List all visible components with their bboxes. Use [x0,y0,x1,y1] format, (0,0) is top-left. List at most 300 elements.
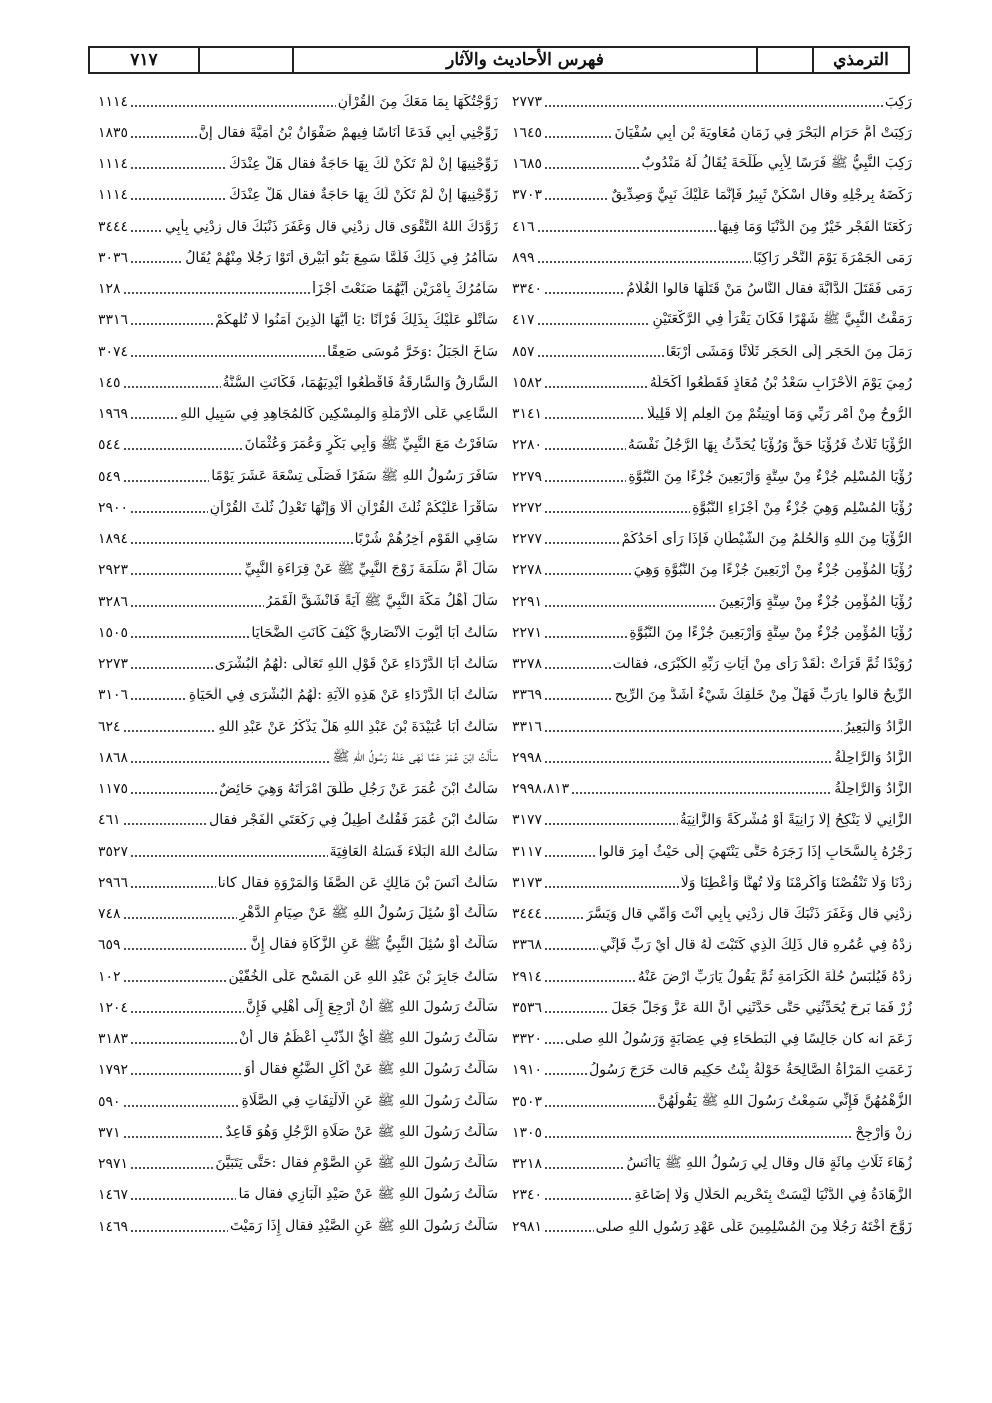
leader-dots [537,251,752,265]
entry-number: ٨٥٧ [512,343,535,360]
leader-dots [123,282,311,296]
book-title: الترمذي [812,48,908,72]
entry-number: ٢٣٤٠ [512,1187,543,1204]
entry-text: سَأَلْتُ أَبَا الدَّرْدَاءِ عَنْ هَذِهِ الْآيَةِ :لَهُمُ الْبُشْرَى فِي الْحَيَاةِ [188,687,498,704]
leader-dots [123,376,221,390]
index-entry [98,274,498,305]
index-entry [512,617,912,648]
index-entry [98,242,498,273]
entry-text: الزُّهْمُهُنَّ فَإِنِّي سَمِعْتُ رَسُولَ اللهِ ﷺ يَقُولُهُنَّ [657,1092,912,1109]
leader-dots [130,1157,213,1171]
leader-dots [130,563,242,577]
index-entry [98,430,498,461]
entry-number: ٣١٨٣ [98,1031,129,1048]
entry-text: سَأَأْمُرُ فِي ذَلِكَ فَلَمَّا سَمِعَ بَنُو أُبَيْرِقٍ أَتَوْا رَجُلًا مِنْهُمْ يُقَالُ [185,249,498,266]
leader-dots [130,407,178,421]
index-entry [98,524,498,555]
page-title: فهرس الأحاديث والآثار [446,50,604,70]
entry-number: ٣٤٤٤ [512,906,543,923]
index-entry [512,86,912,117]
entry-number: ١٤٦٧ [98,1187,129,1204]
entry-text: سَأَقْرَأُ عَلَيْكُمْ ثُلُثَ الْقُرْآنِ أَلَا وَإِنَّهَا تَعْدِلُ ثُلُثَ الْقُرْآنِ [209,499,498,516]
entry-text: زَوِّجْنِيهَا إِنْ لَمْ تَكُنْ لَكَ بِهَا حَاجَةٌ فقال هَلْ عِنْدَكَ [229,156,498,173]
entry-number: ١٢٨ [98,281,121,298]
leader-dots [123,720,217,734]
index-entry [512,1180,912,1211]
index-entry [98,367,498,398]
leader-dots [544,501,690,515]
entry-number: ٣٠٧٤ [98,343,129,360]
leader-dots [130,251,183,265]
index-entry [512,930,912,961]
entry-number: ٣٥٣٦ [512,999,543,1016]
index-entry [98,805,498,836]
index-entry [512,430,912,461]
entry-number: ٢٢٨٠ [512,437,543,454]
page-header [88,46,910,74]
entry-number: ٢٢٩١ [512,593,543,610]
index-entry [512,586,912,617]
entry-text: زَجْرُهُ بِالسَّحَابِ إِذَا زَجَرَهُ حَتَّى يَنْتَهِيَ إِلَى حَيْثُ أُمِرَ قالوا [598,843,912,860]
index-entry [512,742,912,773]
leader-dots [130,313,213,327]
entry-number: ١٣٠٥ [512,1124,543,1141]
index-entry [512,180,912,211]
entry-number: ٦٥٩ [98,937,121,954]
entry-number: ٤١٦ [512,218,535,235]
index-entry [98,649,498,680]
index-entry [512,961,912,992]
entry-number: ١٨٦٨ [98,749,129,766]
entry-number: ٢٢٧٩ [512,468,543,485]
entry-number: ٣٣٤٠ [512,281,543,298]
entry-number: ١٩٦٩ [98,406,129,423]
leader-dots [544,813,678,827]
entry-number: ٨٩٩ [512,249,535,266]
leader-dots [130,626,249,640]
entry-number: ٣٢١٨ [512,1156,543,1173]
index-entry [512,461,912,492]
index-entry [512,274,912,305]
entry-number: ٣٧٠٣ [512,187,543,204]
entry-text: سَأَلْتُ أَبَا أَيُّوبَ الْأَنْصَارِيَّ كَيْفَ كَانَتِ الضَّحَايَا [251,624,498,641]
entry-text: رَمَى فَقَتَلَ الدَّابَّةَ فقال النَّاسُ مَنْ قَتَلَهَا قالوا الْغُلَامُ [626,281,912,298]
index-entry [512,680,912,711]
entry-number: ٣١١٧ [512,843,543,860]
entry-number: ١١١٤ [98,156,129,173]
leader-dots [123,938,249,952]
entry-number: ١٤٥ [98,374,121,391]
entry-number: ٣١٤١ [512,406,543,423]
leader-dots [544,282,624,296]
entry-text: رُؤْيَا الْمُؤْمِنِ جُزْءٌ مِنْ سِتَّةٍ وَأَرْبَعِينَ جُزْءًا مِنَ النُّبُوَّةِ [629,624,912,641]
entry-text: سَأَلْتُ جَابِرَ بْنَ عَبْدِ اللهِ عَنِ الْمَسْحِ عَلَى الْخُفَّيْنِ [228,968,498,985]
index-entry [512,305,912,336]
index-entry [98,586,498,617]
entry-text: زُرْ فَمَا بَرِحَ يُحَدِّثُنِي حَتَّى حَدَّثَنِي أَنَّ اللهَ عَزَّ وَجَلَّ جَعَلَ [611,999,912,1016]
entry-number: ١٥٠٥ [98,624,129,641]
entry-text: السَّاعِي عَلَى الْأَرْمَلَةِ وَالْمِسْكِينِ كَالْمُجَاهِدِ فِي سَبِيلِ اللهِ [180,406,498,423]
entry-number: ١٥٨٢ [512,374,543,391]
index-entry [512,774,912,805]
entry-number: ١١٧٥ [98,781,129,798]
index-entry [512,836,912,867]
index-entry [512,711,912,742]
entry-text: سَأَلْتُ ابْنَ عُمَرَ عَنْ رَجُلٍ طَلَّقَ امْرَأَتَهُ وَهِيَ حَائِضٌ [219,781,498,798]
entry-number: ٢٩٠٠ [98,499,129,516]
entry-text: الرُّوحُ مِنْ أَمْرِ رَبِّي وَمَا أُوتِيتُمْ مِنَ الْعِلْمِ إِلَّا قَلِيلًا [647,406,912,423]
leader-dots [544,720,842,734]
entry-text: رَكَضَهُ بِرِجْلِهِ وقال اسْكُنْ ثَبِيرُ فَإِنَّمَا عَلَيْكَ نَبِيٌّ وَصِدِّيقٌ [611,187,912,204]
entry-text: سَافَرْتُ مَعَ النَّبِيِّ ﷺ وَأَبِي بَكْرٍ وَعُمَرَ وَعُثْمَانَ [244,436,498,453]
index-entry [512,211,912,242]
leader-dots [544,438,626,452]
entry-number: ٣١٧٣ [512,874,543,891]
entry-number: ٢٢٧٢ [512,499,543,516]
entry-number: ٣٤٤٤ [98,218,129,235]
entry-text: سَأَلْتُ رَسُولَ اللهِ ﷺ عَنِ الْالْتِفَاتِ فِي الصَّلَاةِ [241,1092,498,1109]
leader-dots [130,532,352,546]
leader-dots [130,845,328,859]
entry-number: ٣٧١ [98,1124,121,1141]
index-entry [512,992,912,1023]
index-entry [98,1086,498,1117]
entry-text: رُؤْيَا الْمُسْلِمِ وَهِيَ جُزْءٌ مِنْ أَجْزَاءِ النُّبُوَّةِ [692,499,912,516]
leader-dots [544,1095,655,1109]
leader-dots [130,595,263,609]
entry-text: زِدْنَا وَلَا تَنْقُصْنَا وَأَكْرِمْنَا وَلَا تُهِنَّا وَأَعْطِنَا وَلَا [680,874,912,891]
entry-text: سَأَلْتُ أَبَا عُبَيْدَةَ بْنَ عَبْدِ اللهِ هَلْ يَذْكُرُ عَنْ عَبْدِ اللهِ [218,718,498,735]
index-entry [512,1211,912,1242]
leader-dots [130,782,217,796]
leader-dots [130,1032,237,1046]
leader-dots [123,813,208,827]
entry-number: ٥٩٠ [98,1093,121,1110]
index-entry [98,149,498,180]
leader-dots [544,751,832,765]
left-column [98,86,498,1242]
leader-dots [123,1095,240,1109]
entry-text: رُؤْيَا الْمُسْلِمِ جُزْءٌ مِنْ سِتَّةٍ وَأَرْبَعِينَ جُزْءًا مِنَ النُّبُوَّةِ [628,468,912,485]
leader-dots [544,532,620,546]
leader-dots [544,95,883,109]
entry-text: زَوِّجْنِي أَبِي فَدَعَا أُنَاسًا فِيهِمْ صَفْوَانُ بْنُ أُمَيَّةَ فقال إِنَّ [198,124,498,141]
entry-number: ٢٩٧١ [98,1156,129,1173]
entry-text: رَكْعَتَا الْفَجْرِ خَيْرٌ مِنَ الدُّنْيَا وَمَا فِيهَا [717,218,912,235]
entry-text: سَأَلْتُ أَنَسَ بْنَ مَالِكٍ عَنِ الصَّفَا وَالْمَرْوَةِ فقال كانا [217,874,498,891]
index-entry [512,1149,912,1180]
leader-dots [544,157,639,171]
entry-text: سَأَلَ أَهْلُ مَكَّةَ النَّبِيَّ ﷺ آيَةً فَانْشَقَّ الْقَمَرُ [265,592,498,609]
leader-dots [130,657,213,671]
index-entry [98,211,498,242]
index-entry [512,149,912,180]
index-entry [98,961,498,992]
entry-text: زَوَّجَ أُخْتَهُ رَجُلًا مِنَ الْمُسْلِمِينَ عَلَى عَهْدِ رَسُولِ اللهِ صلى [595,1218,912,1235]
entry-text: رَمَقْتُ النَّبِيَّ ﷺ شَهْرًا فَكَانَ يَقْرَأُ فِي الرَّكْعَتَيْنِ [652,311,912,328]
entry-number: ٢٩٦٦ [98,874,129,891]
entry-text: زَوَّجْتُكَهَا بِمَا مَعَكَ مِنَ الْقُرْآنِ [337,93,498,110]
leader-dots [544,407,645,421]
header-spacer-left [200,48,294,72]
index-entry [512,1024,912,1055]
leader-dots [544,626,627,640]
index-entry [98,305,498,336]
index-entry [98,774,498,805]
index-entry [98,1117,498,1148]
leader-dots [544,595,717,609]
page-number: ٧١٧ [90,48,200,72]
index-entry [512,555,912,586]
entry-text: سَأَلْتُ رَسُولَ اللهِ ﷺ أَنْ أَرْجِعَ إِلَى أَهْلِي فَإِنَّ [245,998,498,1015]
leader-dots [544,1188,632,1202]
index-entry [512,899,912,930]
entry-text: الرُّؤْيَا ثَلَاثٌ فَرُؤْيَا حَقٌّ وَرُؤْيَا يُحَدِّثُ بِهَا الرَّجُلُ نَفْسَهُ [627,437,912,454]
entry-text: سَاخَ الْجَبَلُ :وَخَرَّ مُوسَى صَعِقًا [327,343,498,360]
leader-dots [130,1220,228,1234]
index-entry [512,336,912,367]
entry-number: ٣٣١٦ [512,718,543,735]
index-entry [98,899,498,930]
leader-dots [544,470,626,484]
entry-number: ٢٢٧٨ [512,562,543,579]
leader-dots [123,907,238,921]
entry-text: الزَّادُ وَالرَّاحِلَةُ [834,749,912,766]
entry-text: زِدْهُ فِي عُمُرِهِ قال ذَلِكَ الَّذِي كَتَبْتَ لَهُ قال أَيْ رَبِّ فَإِنِّي [599,937,912,954]
entry-text: الرُّؤْيَا مِنَ اللهِ وَالْحُلْمُ مِنَ الشَّيْطَانِ فَإِذَا رَأَى أَحَدُكُمْ [621,531,912,548]
entry-text: زَوِّجْنِيهَا إِنْ لَمْ تَكُنْ لَكَ بِهَا حَاجَةٌ فقال هَلْ عِنْدَكَ [229,187,498,204]
entry-number: ١٧٩٢ [98,1062,129,1079]
leader-dots [130,1188,236,1202]
leader-dots [123,438,243,452]
entry-number: ٥٤٤ [98,437,121,454]
entry-number: ٣٣١٦ [98,312,129,329]
index-entry [512,242,912,273]
entry-number: ٣٣٢٠ [512,1031,543,1048]
entry-text: سَأَلْتُ أَبَا الدَّرْدَاءِ عَنْ قَوْلِ اللهِ تَعَالَى :لَهُمُ الْبُشْرَى [214,656,498,673]
index-entry [98,711,498,742]
entry-text: سَأَلْتُ رَسُولَ اللهِ ﷺ عَنْ صَيْدِ الْبَازِي فقال مَا [238,1186,498,1203]
index-entry [512,117,912,148]
index-entry [98,930,498,961]
entry-number: ١٩١٠ [512,1062,543,1079]
entry-number: ٢٢٧٣ [98,656,129,673]
entry-text: زِدْهُ فَيُلْبَسُ حُلَّةَ الْكَرَامَةِ ثُمَّ يَقُولُ يَارَبِّ ارْضَ عَنْهُ [637,968,912,985]
index-entry [512,492,912,523]
entry-text: زِنْ وَأَرْجِحْ [855,1124,912,1141]
leader-dots [123,1126,224,1140]
entry-text: زِدْنِي قال وَغَفَرَ ذَنْبَكَ قال زِدْنِي بِأَبِي أَنْتَ وَأُمِّي قال وَيَسَّرَ [585,906,912,923]
leader-dots [544,657,611,671]
entry-number: ٢٢٧١ [512,624,543,641]
leader-dots [130,126,197,140]
leader-dots [130,95,336,109]
entry-text: الزَّادُ وَالرَّاحِلَةُ [834,781,912,798]
entry-number: ٥٤٩ [98,468,121,485]
leader-dots [130,1001,244,1015]
index-entry [98,836,498,867]
entry-text: سَأَلْتُ رَسُولَ اللهِ ﷺ عَنِ الصَّوْمِ فقال :حَتَّى يَتَبَيَّنَ [215,1155,498,1172]
entry-number: ٣٠٣٦ [98,249,129,266]
entry-text: سَأَلْتُ رَسُولَ اللهِ ﷺ أَيُّ الذَّنْبِ أَعْظَمُ قال أَنْ [238,1030,498,1047]
entry-text: سَأَتْلُو عَلَيْكَ بِذَلِكَ قُرْآنًا :يَا أَيُّهَا الَّذِينَ آمَنُوا لَا تُلْهِكُمْ [215,312,498,329]
entry-number: ١٨٣٥ [98,124,129,141]
entry-number: ٣١٧٧ [512,812,543,829]
index-entry [98,1149,498,1180]
entry-number: ٣٢٨٦ [98,593,129,610]
index-entry [512,367,912,398]
entry-number: ٢٩١٤ [512,968,543,985]
entry-number: ١٨٩٤ [98,531,129,548]
index-entry [512,805,912,836]
entry-text: رَكِبَ النَّبِيُّ ﷺ فَرَسًا لِأَبِي طَلْحَةَ يُقَالُ لَهُ مَنْدُوبٌ [641,155,912,172]
leader-dots [571,782,832,796]
index-entry [98,336,498,367]
leader-dots [544,907,584,921]
entry-number: ٤١٧ [512,312,535,329]
index-entry [512,399,912,430]
leader-dots [130,220,163,234]
leader-dots [544,970,636,984]
index-entry [98,680,498,711]
entry-text: الزَّانِي لَا يَنْكِحُ إِلَّا زَانِيَةً أَوْ مُشْرِكَةً وَالزَّانِيَةُ [679,812,912,829]
leader-dots [544,688,613,702]
leader-dots [544,876,679,890]
leader-dots [544,1001,609,1015]
entry-text: زَعَمَ انه كان جَالِسًا فِي الْبَطْحَاءِ فِي عِصَابَةٍ وَرَسُولُ اللهِ صلى [564,1031,912,1048]
index-entry [98,492,498,523]
entry-text: سَأَلْتُ رَسُولَ اللهِ ﷺ عَنْ صَلَاةِ الرَّجُلِ وَهُوَ قَاعِدٌ [225,1123,498,1140]
index-entry [512,649,912,680]
index-entry [512,1117,912,1148]
entry-text: سَأَلْتُ رَسُولَ اللهِ ﷺ عَنْ أَكْلِ الضَّبُعِ فقال أَوَ [244,1061,498,1078]
leader-dots [544,188,609,202]
leader-dots [544,1157,624,1171]
entry-text: رَمَى الْجَمْرَةَ يَوْمَ النَّحْرِ رَاكِبًا [753,249,912,266]
entry-number: ٢٩٩٨ [512,749,543,766]
entry-number: ٢٩٩٨،٨١٣ [512,781,570,798]
entry-text: سَأَلْتُ اللهَ الْبَلَاءَ فَسَلْهُ الْعَافِيَةَ [329,843,498,860]
leader-dots [130,501,208,515]
entry-number: ٣١٠٦ [98,687,129,704]
leader-dots [123,470,210,484]
leader-dots [537,220,716,234]
entry-text: سَأَلْتُ رَسُولَ اللهِ ﷺ عَنِ الصَّيْدِ فقال إِذَا رَمَيْتَ [229,1217,498,1234]
leader-dots [123,970,227,984]
index-entry [98,461,498,492]
index-entry [98,992,498,1023]
entry-number: ١٤٦٩ [98,1218,129,1235]
index-entry [512,1055,912,1086]
leader-dots [544,938,598,952]
leader-dots [544,1063,587,1077]
entry-text: رُمِيَ يَوْمَ الْأَحْزَابِ سَعْدُ بْنُ مُعَاذٍ فَقَطَعُوا أَكْحَلَهُ [649,374,912,391]
index-entry [98,180,498,211]
index-entry [512,524,912,555]
entry-text: زُهَاءَ ثَلَاثِ مِائَةٍ قال وقال لِي رَسُولُ اللهِ ﷺ يَاأَنَسُ [626,1155,912,1172]
entry-number: ٦٢٤ [98,718,121,735]
entry-number: ١٢٠٤ [98,999,129,1016]
index-entry [98,742,498,773]
entry-text: رَكِبَتْ أُمُّ حَرَامٍ الْبَحْرَ فِي زَمَانِ مُعَاوِيَةَ بْنِ أَبِي سُفْيَانَ [614,124,912,141]
entry-text: الرِّيحُ قالوا يارَبِّ فَهَلْ مِنْ خَلْقِكَ شَيْءٌ أَشَدُّ مِنَ الرِّيحِ [614,687,912,704]
entry-number: ٤٦١ [98,812,121,829]
leader-dots [544,1032,563,1046]
entry-number: ٣٣٦٩ [512,687,543,704]
index-entry [98,399,498,430]
entry-number: ١٠٢ [98,968,121,985]
entry-text: سَأَلْتُ ابْنَ عُمَرَ عَمَّا نَهَى عَنْهُ رَسُولُ اللهِ ﷺ [332,748,498,765]
leader-dots [130,188,227,202]
index-entry [512,867,912,898]
leader-dots [544,563,632,577]
right-column [512,86,912,1242]
index-entry [98,1180,498,1211]
entry-text: زَعَمَتِ الْمَرْأَةُ الصَّالِحَةُ خَوْلَةُ بِنْتُ حَكِيمٍ قالت خَرَجَ رَسُولُ [589,1062,912,1079]
header-spacer-right [756,48,812,72]
entry-text: الزَّادُ وَالْبَعِيرُ [843,718,912,735]
entry-number: ٣٣٦٨ [512,937,543,954]
leader-dots [544,376,648,390]
entry-number: ٣٥٠٣ [512,1093,543,1110]
entry-number: ٢٢٧٧ [512,531,543,548]
leader-dots [544,126,612,140]
entry-text: سَافَرَ رَسُولُ اللهِ ﷺ سَفَرًا فَصَلَّى تِسْعَةَ عَشَرَ يَوْمًا [211,467,498,484]
entry-number: ٢٩٢٣ [98,562,129,579]
index-entry [98,867,498,898]
entry-text: زَوَّدَكَ اللهُ التَّقْوَى قال زِدْنِي قال وَغَفَرَ ذَنْبَكَ قال زِدْنِي بِأَبِي [164,218,498,235]
leader-dots [130,345,325,359]
index-entry [98,1055,498,1086]
entry-text: رُؤْيَا الْمُؤْمِنِ جُزْءٌ مِنْ سِتَّةٍ وَأَرْبَعِينَ [718,593,912,610]
entry-number: ٧٤٨ [98,906,121,923]
entry-number: ٣٢٧٨ [512,656,543,673]
index-entry [98,555,498,586]
index-entry [98,86,498,117]
leader-dots [130,1063,242,1077]
entry-text: رُؤْيَا الْمُؤْمِنِ جُزْءٌ مِنْ أَرْبَعِينَ جُزْءًا مِنَ النُّبُوَّةِ وَهِيَ [633,562,912,579]
index-entry [98,617,498,648]
entry-text: سَاقِي الْقَوْمِ آخِرُهُمْ شُرْبًا [354,531,498,548]
entry-number: ١١١٤ [98,187,129,204]
leader-dots [544,1126,853,1140]
entry-number: ٣٥٢٧ [98,843,129,860]
entry-number: ١٦٨٥ [512,156,543,173]
entry-text: سَآمُرُكَ بِأَمْرَيْنِ أَيَّهُمَا صَنَعْتَ أَجْزَأَ [312,281,498,298]
leader-dots [537,345,664,359]
leader-dots [130,157,227,171]
leader-dots [130,751,330,765]
entry-text: سَأَلَ أُمَّ سَلَمَةَ زَوْجَ النَّبِيِّ ﷺ عَنْ قِرَاءَةِ النَّبِيِّ [244,561,498,578]
entry-text: رَمَلَ مِنَ الْحَجَرِ إِلَى الْحَجَرِ ثَلَاثًا وَمَشَى أَرْبَعًا [665,343,912,360]
index-entry [98,1211,498,1242]
entry-text: رَكِبَ [884,93,912,110]
entry-text: السَّارِقُ وَالسَّارِقَةُ فَاقْطَعُوا أَيْدِيَهُمَا، فَكَانَتِ السُّنَّةُ [222,374,498,391]
leader-dots [130,688,187,702]
entry-text: رُوَيْدًا ثُمَّ قَرَأَتْ :لَقَدْ رَأَى مِنْ آيَاتِ رَبِّهِ الْكُبْرَى، فقالت [612,656,912,673]
entry-text: سَأَلْتُ ابْنَ عُمَرَ فَقُلْتُ أُطِيلُ فِي رَكْعَتَيِ الْفَجْرِ فقال [209,812,498,829]
leader-dots [130,876,216,890]
entry-number: ٢٩٨١ [512,1218,543,1235]
leader-dots [544,845,597,859]
entry-number: ١٦٤٥ [512,124,543,141]
entry-number: ٢٧٧٣ [512,93,543,110]
entry-text: الزَّهَادَةُ فِي الدُّنْيَا لَيْسَتْ بِتَحْرِيمِ الْحَلَالِ وَلَا إِضَاعَةِ [634,1187,912,1204]
index-entry [98,117,498,148]
entry-text: سَأَلْتُ أَوْ سُئِلَ رَسُولُ اللهِ ﷺ عَنْ صِيَامِ الدَّهْرِ [239,905,498,922]
entry-number: ١١١٤ [98,93,129,110]
index-entry [98,1024,498,1055]
